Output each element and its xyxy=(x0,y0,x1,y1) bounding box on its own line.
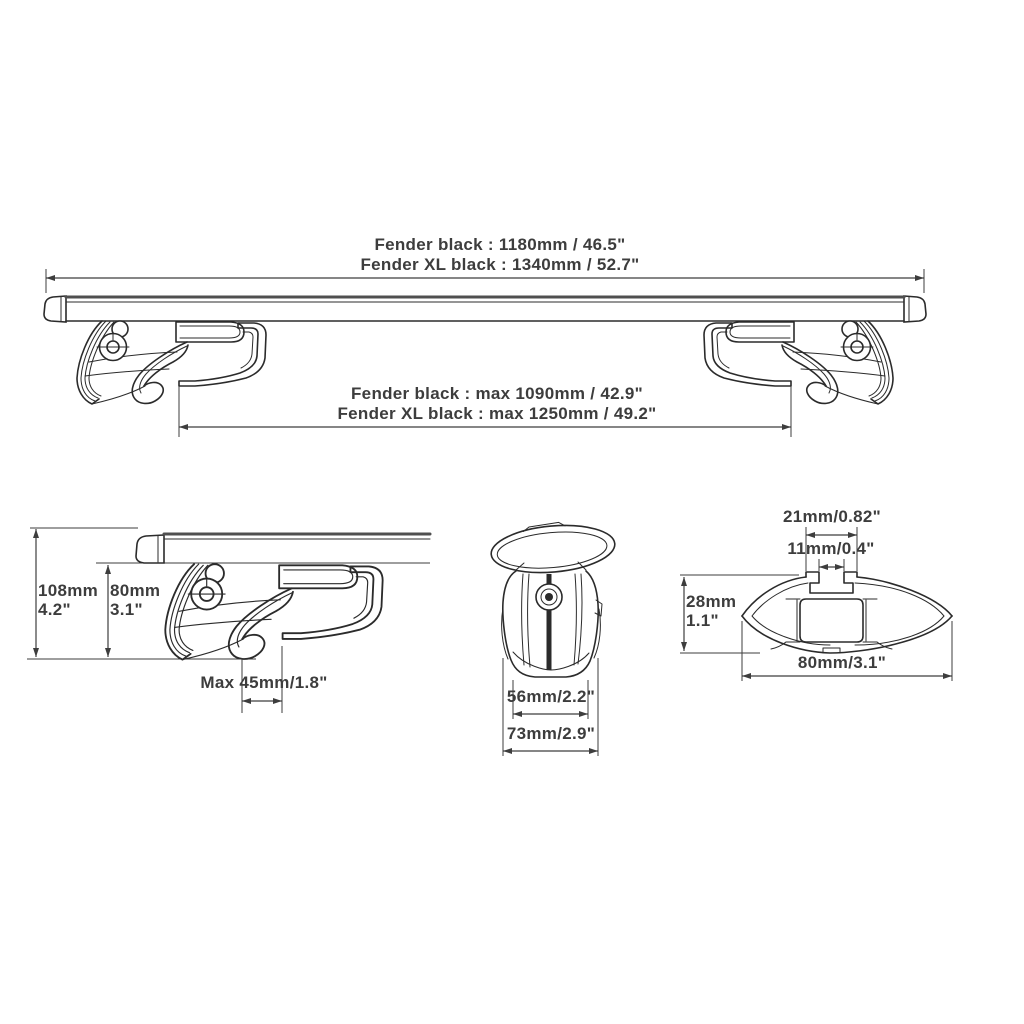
foot-height-label-mm: 80mm xyxy=(110,581,161,600)
rack-foot-side xyxy=(165,564,382,659)
front-view xyxy=(489,518,617,756)
foot-inner-width-label: 56mm/2.2" xyxy=(506,687,596,706)
slot-opening-label: 11mm/0.4" xyxy=(787,539,875,558)
dimension-bar-length xyxy=(46,235,924,293)
bar-length-label-standard: Fender black : 1180mm / 46.5" xyxy=(374,235,626,254)
profile-height-label-mm: 28mm xyxy=(686,592,737,611)
foot-height-label-in: 3.1" xyxy=(110,600,143,619)
total-height-label-in: 4.2" xyxy=(38,600,71,619)
clamp-max-label: Max 45mm/1.8" xyxy=(200,673,328,692)
rack-foot-left xyxy=(77,321,266,404)
bar-end-cap xyxy=(136,535,164,563)
bar-length-label-xl: Fender XL black : 1340mm / 52.7" xyxy=(360,255,640,274)
foot-spread-label-standard: Fender black : max 1090mm / 42.9" xyxy=(351,384,643,403)
dimension-profile-height xyxy=(680,575,799,653)
bar-cross-section-on-foot xyxy=(489,518,617,578)
foot-spread-label-xl: Fender XL black : max 1250mm / 49.2" xyxy=(337,404,657,423)
aero-bar-profile-drawing xyxy=(742,572,952,653)
total-height-label-mm: 108mm xyxy=(38,581,99,600)
crossbar-end-drawing xyxy=(136,534,430,563)
dimension-foot-spread xyxy=(179,384,791,437)
dimension-clamp-max xyxy=(200,646,327,713)
foot-front-drawing xyxy=(502,562,602,677)
bar-end-cap-right xyxy=(904,296,926,322)
slot-recess-label: 21mm/0.82" xyxy=(782,507,882,526)
top-assembly-view xyxy=(44,235,926,437)
dimension-profile-width xyxy=(742,621,952,681)
bar-end-cap-left xyxy=(44,296,66,322)
rack-foot-right xyxy=(704,321,893,404)
crossbar-drawing xyxy=(44,296,926,322)
profile-height-label-in: 1.1" xyxy=(686,611,719,630)
t-slot xyxy=(806,572,857,593)
dimension-foot-outer-width xyxy=(503,658,598,756)
bar-profile-outline xyxy=(489,521,617,578)
profile-width-label: 80mm/3.1" xyxy=(797,653,887,672)
dimension-foot-inner-width xyxy=(507,680,595,719)
dimension-slot-opening xyxy=(787,539,874,571)
center-web-box xyxy=(800,599,863,642)
cross-section-view xyxy=(680,507,952,681)
foot-outer-width-label: 73mm/2.9" xyxy=(506,724,596,743)
side-view xyxy=(27,528,430,713)
